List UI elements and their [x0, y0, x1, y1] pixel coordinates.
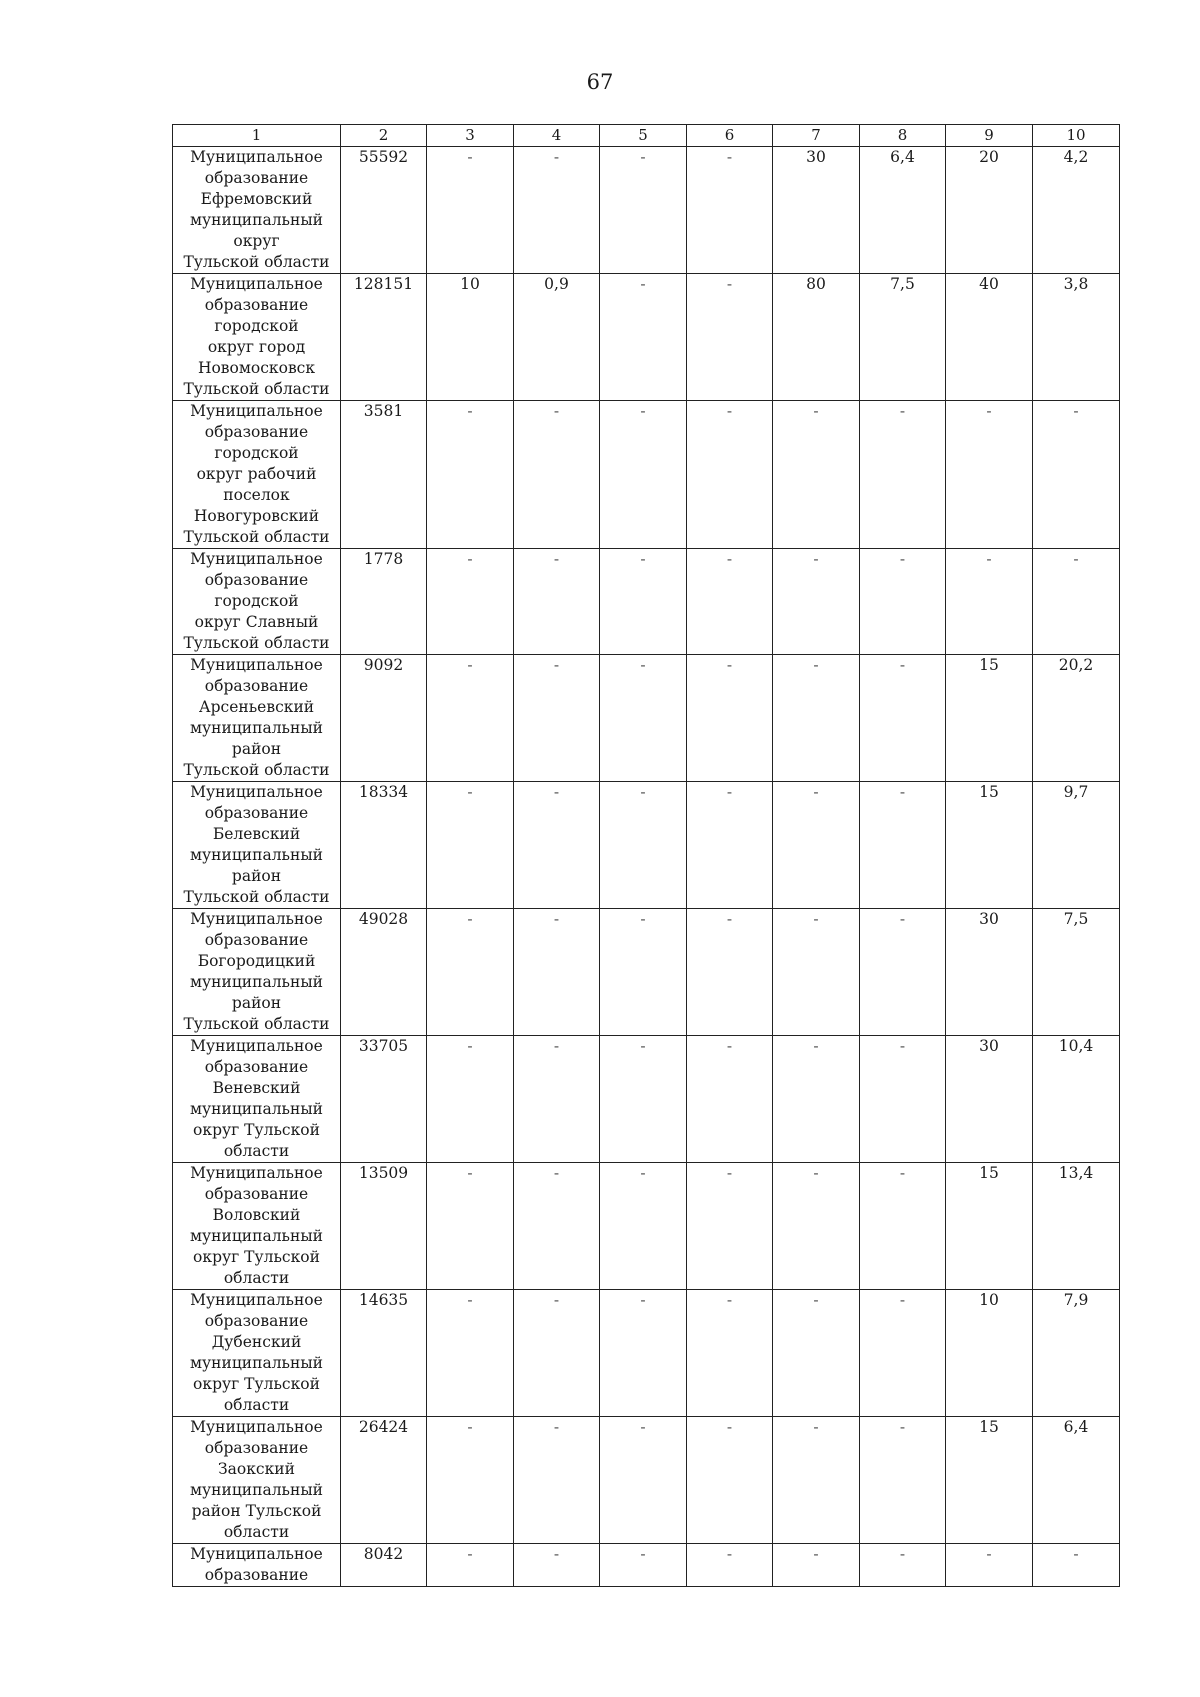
municipality-name: Муниципальное образование Белевский муниципальный район Тульской области	[173, 782, 341, 909]
municipality-name: Муниципальное образование городской округ рабочий поселок Новогуровский Тульской области	[173, 401, 341, 549]
table-cell-col-8: -	[860, 1163, 946, 1290]
table-cell-col-8: -	[860, 1290, 946, 1417]
table-row	[173, 549, 1120, 655]
municipality-name: Муниципальное образование Веневский муниципальный округ Тульской области	[173, 1036, 341, 1163]
column-header-7: 7	[773, 125, 860, 147]
table-cell-col-8: -	[860, 655, 946, 782]
table-row	[173, 1417, 1120, 1544]
table-cell-col-10: 13,4	[1033, 1163, 1120, 1290]
table-cell-col-3: 10	[427, 274, 514, 401]
header-row	[173, 125, 1120, 147]
table-cell-col-7: -	[773, 782, 860, 909]
table-cell-col-7: -	[773, 1290, 860, 1417]
column-header-3: 3	[427, 125, 514, 147]
table-cell-col-10: 10,4	[1033, 1036, 1120, 1163]
table-cell-col-6: -	[687, 1163, 773, 1290]
table-cell-col-4: -	[514, 549, 600, 655]
table-cell-col-10: -	[1033, 1544, 1120, 1587]
table-cell-col-6: -	[687, 909, 773, 1036]
table-cell-col-2: 9092	[341, 655, 427, 782]
table-cell-col-4: -	[514, 147, 600, 274]
table-body	[173, 147, 1120, 1587]
table-cell-col-9: -	[946, 401, 1033, 549]
table-cell-col-5: -	[600, 274, 687, 401]
table-cell-col-4: -	[514, 401, 600, 549]
table-cell-col-7: -	[773, 1544, 860, 1587]
table-cell-col-2: 18334	[341, 782, 427, 909]
table-cell-col-7: -	[773, 655, 860, 782]
municipality-name: Муниципальное образование Дубенский муниципальный округ Тульской области	[173, 1290, 341, 1417]
table-cell-col-8: 6,4	[860, 147, 946, 274]
table-cell-col-8: -	[860, 1036, 946, 1163]
table-cell-col-4: -	[514, 1417, 600, 1544]
table-cell-col-8: -	[860, 782, 946, 909]
table-cell-col-8: -	[860, 549, 946, 655]
table-cell-col-10: 6,4	[1033, 1417, 1120, 1544]
municipality-name: Муниципальное образование Воловский муниципальный округ Тульской области	[173, 1163, 341, 1290]
table-cell-col-4: -	[514, 909, 600, 1036]
table-cell-col-2: 8042	[341, 1544, 427, 1587]
table-cell-col-10: 4,2	[1033, 147, 1120, 274]
table-row	[173, 1544, 1120, 1587]
table-cell-col-5: -	[600, 1290, 687, 1417]
table-cell-col-7: -	[773, 1036, 860, 1163]
table-cell-col-2: 13509	[341, 1163, 427, 1290]
table-cell-col-7: -	[773, 401, 860, 549]
table-cell-col-10: -	[1033, 401, 1120, 549]
table-cell-col-10: 9,7	[1033, 782, 1120, 909]
table-cell-col-7: -	[773, 549, 860, 655]
municipality-name: Муниципальное образование	[173, 1544, 341, 1587]
table-cell-col-2: 33705	[341, 1036, 427, 1163]
table-cell-col-6: -	[687, 782, 773, 909]
table-cell-col-9: 15	[946, 1417, 1033, 1544]
table-row	[173, 909, 1120, 1036]
table-cell-col-10: -	[1033, 549, 1120, 655]
table-cell-col-4: -	[514, 1036, 600, 1163]
table-cell-col-10: 7,9	[1033, 1290, 1120, 1417]
table-cell-col-5: -	[600, 1544, 687, 1587]
table-cell-col-4: -	[514, 782, 600, 909]
column-header-10: 10	[1033, 125, 1120, 147]
table-cell-col-8: -	[860, 1417, 946, 1544]
column-header-9: 9	[946, 125, 1033, 147]
table-cell-col-4: 0,9	[514, 274, 600, 401]
table-cell-col-6: -	[687, 1417, 773, 1544]
table-cell-col-4: -	[514, 1163, 600, 1290]
table-cell-col-9: -	[946, 1544, 1033, 1587]
table-cell-col-7: 80	[773, 274, 860, 401]
table-cell-col-5: -	[600, 782, 687, 909]
table-cell-col-2: 26424	[341, 1417, 427, 1544]
municipality-name: Муниципальное образование городской округ город Новомосковск Тульской области	[173, 274, 341, 401]
table-cell-col-3: -	[427, 1544, 514, 1587]
municipality-name: Муниципальное образование Ефремовский муниципальный округ Тульской области	[173, 147, 341, 274]
table-row	[173, 401, 1120, 549]
municipality-name: Муниципальное образование Арсеньевский муниципальный район Тульской области	[173, 655, 341, 782]
table-cell-col-5: -	[600, 909, 687, 1036]
table-cell-col-10: 20,2	[1033, 655, 1120, 782]
table-cell-col-3: -	[427, 1417, 514, 1544]
table-cell-col-2: 55592	[341, 147, 427, 274]
table-cell-col-5: -	[600, 549, 687, 655]
table-cell-col-8: -	[860, 909, 946, 1036]
table-cell-col-9: 30	[946, 1036, 1033, 1163]
table-cell-col-3: -	[427, 1163, 514, 1290]
table-cell-col-9: 20	[946, 147, 1033, 274]
table-cell-col-9: 15	[946, 655, 1033, 782]
table-row	[173, 147, 1120, 274]
column-header-4: 4	[514, 125, 600, 147]
municipality-name: Муниципальное образование Заокский муниципальный район Тульской области	[173, 1417, 341, 1544]
table-cell-col-3: -	[427, 1290, 514, 1417]
table-cell-col-6: -	[687, 401, 773, 549]
table-cell-col-5: -	[600, 401, 687, 549]
table-cell-col-7: -	[773, 1417, 860, 1544]
data-table	[172, 124, 1120, 1587]
table-cell-col-6: -	[687, 1036, 773, 1163]
table-row	[173, 274, 1120, 401]
municipality-name: Муниципальное образование городской округ Славный Тульской области	[173, 549, 341, 655]
column-header-1: 1	[173, 125, 341, 147]
table-row	[173, 1163, 1120, 1290]
table-cell-col-6: -	[687, 147, 773, 274]
table-cell-col-2: 14635	[341, 1290, 427, 1417]
table-cell-col-6: -	[687, 549, 773, 655]
table-cell-col-5: -	[600, 1036, 687, 1163]
table-cell-col-9: 40	[946, 274, 1033, 401]
table-cell-col-3: -	[427, 147, 514, 274]
table-cell-col-5: -	[600, 655, 687, 782]
table-cell-col-7: 30	[773, 147, 860, 274]
table-row	[173, 655, 1120, 782]
table-cell-col-9: 30	[946, 909, 1033, 1036]
table-row	[173, 1290, 1120, 1417]
table-cell-col-6: -	[687, 274, 773, 401]
table-cell-col-5: -	[600, 1417, 687, 1544]
table-cell-col-4: -	[514, 1544, 600, 1587]
table-cell-col-4: -	[514, 1290, 600, 1417]
table-cell-col-3: -	[427, 401, 514, 549]
column-header-6: 6	[687, 125, 773, 147]
table-cell-col-6: -	[687, 1544, 773, 1587]
table-cell-col-2: 49028	[341, 909, 427, 1036]
table-cell-col-8: 7,5	[860, 274, 946, 401]
table-row	[173, 1036, 1120, 1163]
table-cell-col-5: -	[600, 1163, 687, 1290]
table-cell-col-6: -	[687, 1290, 773, 1417]
table-cell-col-9: -	[946, 549, 1033, 655]
table-cell-col-3: -	[427, 549, 514, 655]
table-cell-col-2: 128151	[341, 274, 427, 401]
table-cell-col-2: 3581	[341, 401, 427, 549]
column-header-5: 5	[600, 125, 687, 147]
table-cell-col-9: 10	[946, 1290, 1033, 1417]
table-cell-col-10: 7,5	[1033, 909, 1120, 1036]
table-cell-col-7: -	[773, 1163, 860, 1290]
table-cell-col-4: -	[514, 655, 600, 782]
table-cell-col-3: -	[427, 1036, 514, 1163]
page-number: 67	[586, 70, 614, 94]
table-cell-col-9: 15	[946, 782, 1033, 909]
column-header-2: 2	[341, 125, 427, 147]
table-cell-col-7: -	[773, 909, 860, 1036]
municipality-name: Муниципальное образование Богородицкий муниципальный район Тульской области	[173, 909, 341, 1036]
table-cell-col-10: 3,8	[1033, 274, 1120, 401]
table-cell-col-5: -	[600, 147, 687, 274]
table-cell-col-3: -	[427, 909, 514, 1036]
table-row	[173, 782, 1120, 909]
table-cell-col-3: -	[427, 655, 514, 782]
table-cell-col-6: -	[687, 655, 773, 782]
column-header-8: 8	[860, 125, 946, 147]
table-cell-col-2: 1778	[341, 549, 427, 655]
table-cell-col-3: -	[427, 782, 514, 909]
table-cell-col-8: -	[860, 401, 946, 549]
table-cell-col-8: -	[860, 1544, 946, 1587]
table-cell-col-9: 15	[946, 1163, 1033, 1290]
